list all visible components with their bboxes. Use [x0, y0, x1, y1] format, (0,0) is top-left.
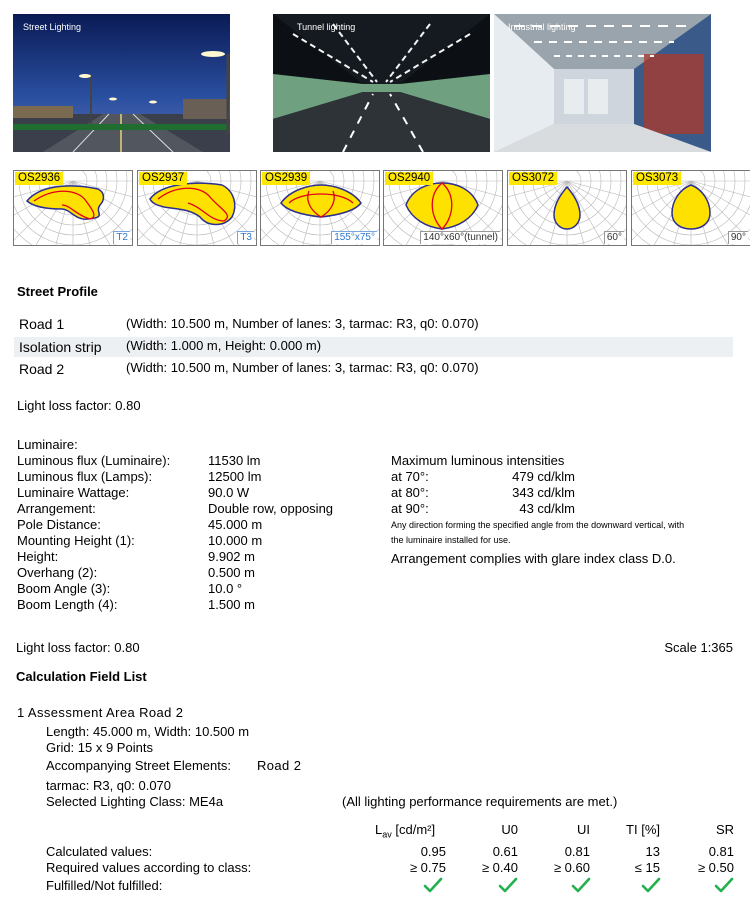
column-header: TI [%] — [626, 822, 660, 837]
optic-angle-label: 90° — [728, 231, 748, 244]
glare-class-note: Arrangement complies with glare index class D.0. — [391, 551, 676, 566]
intensities-title: Maximum luminous intensities — [391, 453, 565, 468]
assessment-area-title: 1 Assessment Area Road 2 — [17, 705, 184, 720]
optic-thumbnail-os2936 — [13, 170, 133, 246]
required-value: ≤ 15 — [634, 860, 660, 875]
spec-label: Overhang (2): — [17, 565, 98, 580]
calculated-value: 0.81 — [708, 844, 734, 859]
spec-value: Double row, opposing — [208, 501, 334, 516]
spec-value: 10.0 ° — [208, 581, 243, 596]
calculated-value: 0.95 — [420, 844, 446, 859]
spec-label: Mounting Height (1): — [17, 533, 135, 548]
intensity-note-line-1: Any direction forming the specified angle from the downward vertical, with — [391, 520, 685, 530]
intensity-note-line-2: the luminaire installed for use. — [391, 535, 511, 545]
luminaire-heading: Luminaire: — [17, 437, 78, 452]
isolation-strip-details: (Width: 1.000 m, Height: 0.000 m) — [126, 338, 322, 353]
industrial-lighting-photo — [494, 14, 711, 152]
selected-lighting-class: Selected Lighting Class: ME4a — [46, 794, 224, 809]
intensity-value: 43 cd/klm — [519, 501, 575, 516]
check-icon — [423, 877, 443, 893]
required-value: ≥ 0.40 — [481, 860, 518, 875]
scale-label: Scale 1:365 — [664, 640, 733, 655]
intensity-value: 343 cd/klm — [512, 485, 575, 500]
lav-column-header — [375, 822, 435, 840]
required-value: ≥ 0.75 — [409, 860, 446, 875]
column-header: U0 — [501, 822, 518, 837]
spec-value: 0.500 m — [208, 565, 255, 580]
photo-caption: Industrial lighting — [508, 22, 576, 32]
street-lighting-photo — [13, 14, 230, 152]
spec-label: Boom Angle (3): — [17, 581, 111, 596]
optic-angle-label: T2 — [113, 231, 130, 244]
spec-value: 12500 lm — [208, 469, 262, 484]
check-icon — [498, 877, 518, 893]
optic-angle-label: T3 — [237, 231, 254, 244]
road-1-details: (Width: 10.500 m, Number of lanes: 3, tarmac: R3, q0: 0.070) — [126, 316, 479, 331]
optic-angle-label: 140°x60°(tunnel) — [420, 231, 500, 244]
grid-points: Grid: 15 x 9 Points — [46, 740, 153, 755]
intensity-angle: at 70°: — [391, 469, 429, 484]
road-2-details: (Width: 10.500 m, Number of lanes: 3, tarmac: R3, q0: 0.070) — [126, 360, 479, 375]
column-header: UI — [577, 822, 590, 837]
intensity-value: 479 cd/klm — [512, 469, 575, 484]
optic-thumbnail-os2939 — [260, 170, 380, 246]
optic-thumbnail-os2940 — [383, 170, 503, 246]
calculated-value: 0.61 — [492, 844, 518, 859]
isolation-strip-label: Isolation strip — [19, 339, 102, 355]
optic-angle-label: 155°x75° — [331, 231, 377, 244]
spec-label: Height: — [17, 549, 59, 564]
optic-code-badge: OS2939 — [262, 172, 310, 185]
optic-thumbnail-os3073 — [631, 170, 750, 246]
check-icon — [714, 877, 734, 893]
intensity-angle: at 90°: — [391, 501, 429, 516]
optic-code-badge: OS2936 — [15, 172, 63, 185]
required-value: ≥ 0.50 — [697, 860, 734, 875]
optic-angle-label: 60° — [604, 231, 624, 244]
optic-code-badge: OS2940 — [385, 172, 433, 185]
spec-label: Luminaire Wattage: — [17, 485, 130, 500]
optic-code-badge: OS2937 — [139, 172, 187, 185]
tunnel-lighting-photo — [273, 14, 490, 152]
accompanying-elements-label: Accompanying Street Elements: — [46, 758, 231, 773]
required-value: ≥ 0.60 — [553, 860, 590, 875]
optic-thumbnail-os2937 — [137, 170, 257, 246]
check-icon — [641, 877, 661, 893]
tarmac-info: tarmac: R3, q0: 0.070 — [46, 778, 172, 793]
accompanying-elements-value: Road 2 — [257, 758, 302, 773]
area-dimensions: Length: 45.000 m, Width: 10.500 m — [46, 724, 250, 739]
spec-value: 90.0 W — [208, 485, 250, 500]
street-profile-title: Street Profile — [17, 284, 98, 299]
calculated-value: 0.81 — [564, 844, 590, 859]
road-1-label: Road 1 — [19, 316, 65, 332]
spec-value: 11530 lm — [208, 453, 261, 468]
fulfilled-label: Fulfilled/Not fulfilled: — [46, 878, 163, 893]
spec-value: 1.500 m — [208, 597, 255, 612]
requirements-met-note: (All lighting performance requirements are met.) — [342, 794, 618, 809]
light-loss-factor-footer: Light loss factor: 0.80 — [16, 640, 140, 655]
optic-thumbnail-os3072 — [507, 170, 627, 246]
lav-unit: [cd/m²] — [395, 822, 436, 837]
lav-subscript: av — [382, 829, 392, 840]
light-loss-factor: Light loss factor: 0.80 — [17, 398, 141, 413]
spec-value: 10.000 m — [208, 533, 263, 548]
intensity-angle: at 80°: — [391, 485, 429, 500]
optic-code-badge: OS3072 — [509, 172, 557, 185]
spec-value: 45.000 m — [208, 517, 263, 532]
spec-label: Luminous flux (Luminaire): — [17, 453, 171, 468]
spec-label: Boom Length (4): — [17, 597, 118, 612]
road-2-label: Road 2 — [19, 361, 65, 377]
optic-code-badge: OS3073 — [633, 172, 681, 185]
spec-value: 9.902 m — [208, 549, 255, 564]
calculation-field-list-title: Calculation Field List — [16, 669, 147, 684]
spec-label: Arrangement: — [17, 501, 96, 516]
spec-label: Luminous flux (Lamps): — [17, 469, 153, 484]
column-header: SR — [715, 822, 734, 837]
calculated-value: 13 — [645, 844, 660, 859]
spec-label: Pole Distance: — [17, 517, 101, 532]
calculated-values-label: Calculated values: — [46, 844, 153, 859]
isolation-strip-band — [14, 337, 733, 357]
photo-caption: Street Lighting — [23, 22, 82, 32]
check-icon — [571, 877, 591, 893]
lav-symbol: L — [375, 822, 383, 837]
photo-caption: Tunnel lighting — [297, 22, 356, 32]
required-values-label: Required values according to class: — [46, 860, 252, 875]
